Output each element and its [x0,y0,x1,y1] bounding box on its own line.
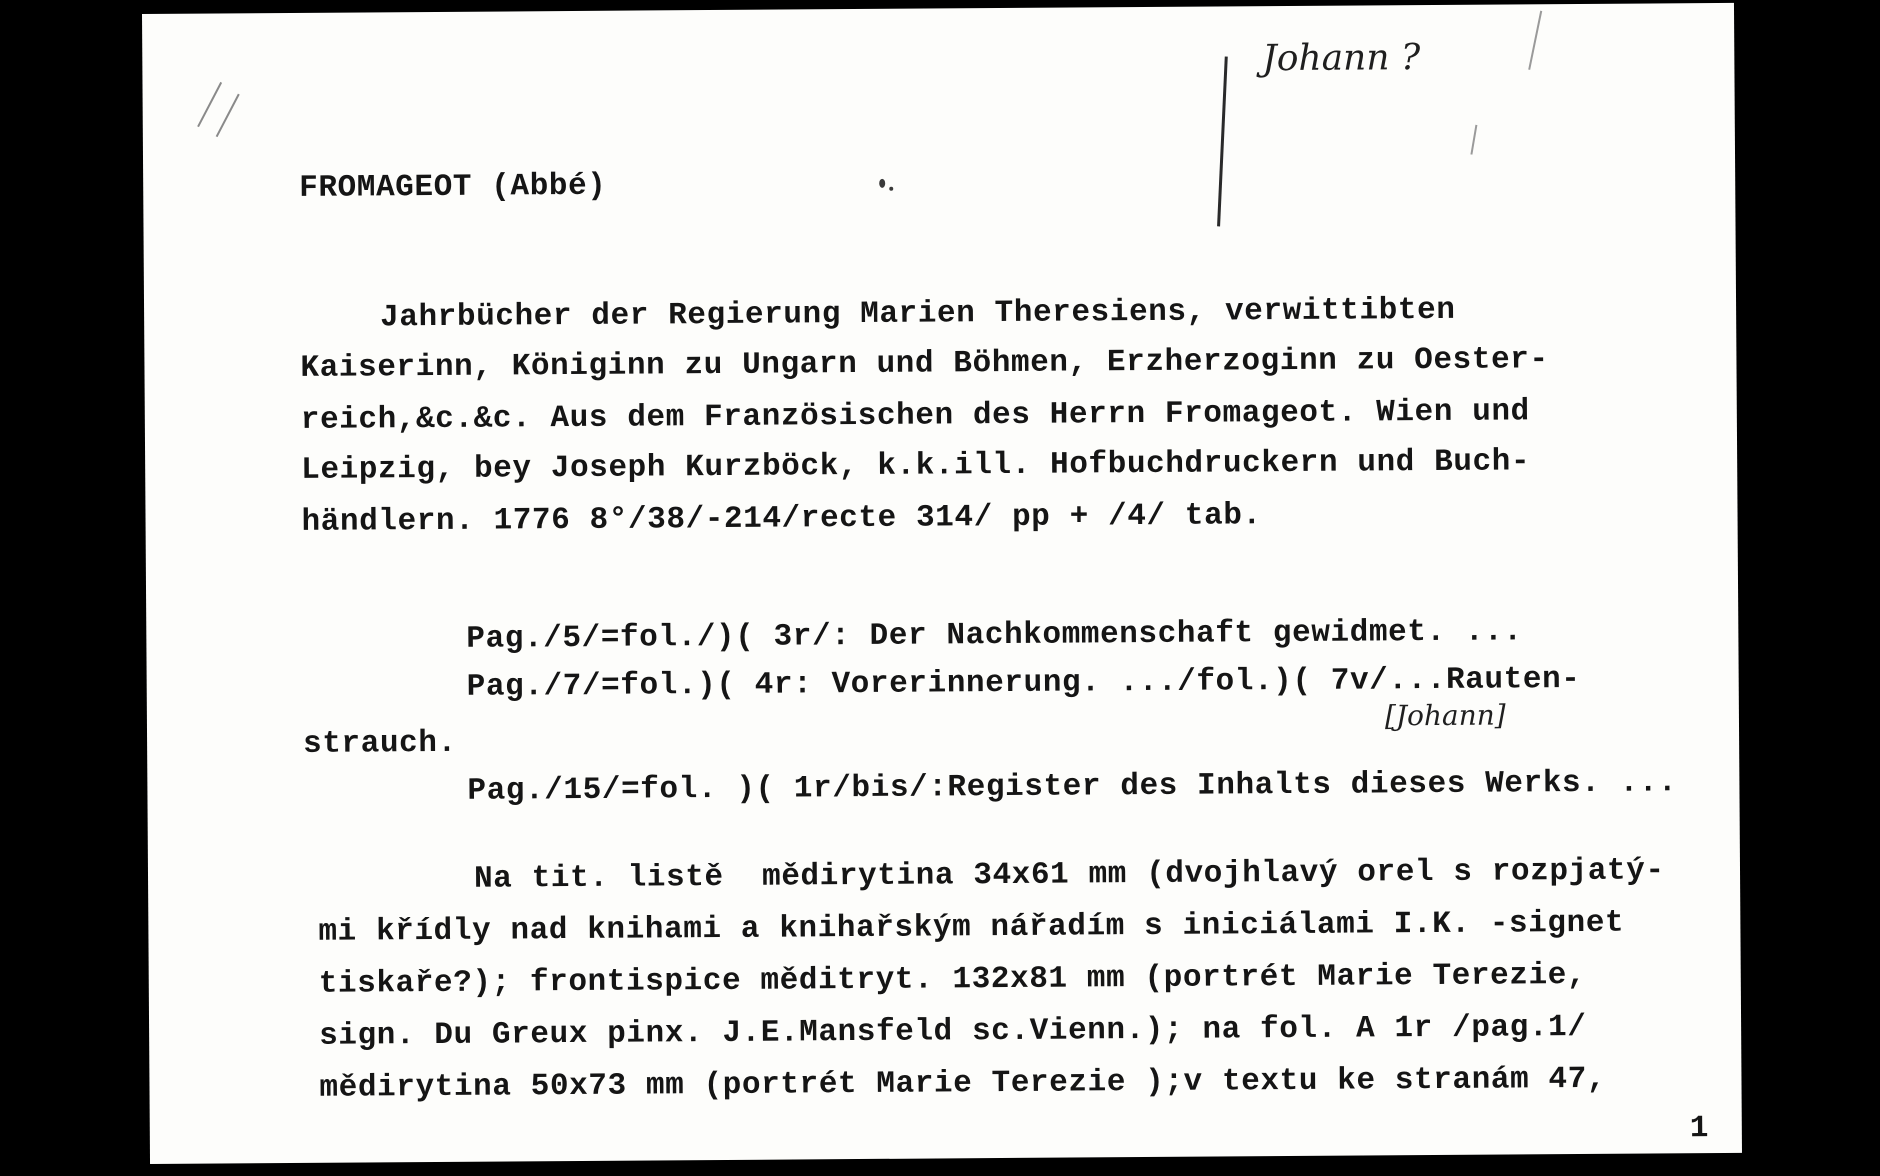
title-line: reich,&c.&c. Aus dem Französischen des Herrn Fromageot. Wien und [300,394,1530,438]
ink-speck [889,187,893,191]
pagination-line: Pag./5/=fol./)( 3r/: Der Nachkommenschaft gewidmet. ... [466,614,1523,657]
pencil-mark [1470,125,1477,155]
pagination-line: Pag./15/=fol. )( 1r/bis/:Register des Inhalts dieses Werks. ... [467,765,1678,809]
card-heading: FROMAGEOT (Abbé) [299,168,607,206]
description-line: Na tit. listě mědirytina 34x61 mm (dvojhlavý orel s rozpjatý- [473,853,1665,897]
handwritten-bracket-line [1217,56,1228,226]
handwritten-annotation: Johann ? [1262,37,1421,80]
ink-speck [879,179,885,188]
pencil-mark [197,82,222,127]
description-line: mi křídly nad knihami a knihařským nářadím s iniciálami I.K. -signet [318,905,1625,950]
description-line: tiskaře?); frontispice měditryt. 132x81 mm (portrét Marie Terezie, [318,957,1587,1002]
pencil-mark [216,94,240,137]
title-line: Jahrbücher der Regierung Marien Theresiens, verwittibten [380,292,1456,336]
title-line: Leipzig, bey Joseph Kurzböck, k.k.ill. Hofbuchdruckern und Buch- [301,444,1531,488]
description-line: mědirytina 50x73 mm (portrét Marie Terezie );v textu ke stranám 47, [319,1061,1607,1106]
pagination-line: Pag./7/=fol.)( 4r: Vorerinnerung. .../fol.)( 7v/...Rauten- [466,661,1581,705]
page-number: 1 [1689,1111,1710,1147]
pagination-line: strauch. [302,725,457,762]
description-line: sign. Du Greux pinx. J.E.Mansfeld sc.Vienn.); na fol. A 1r /pag.1/ [319,1009,1587,1054]
pencil-mark [1528,11,1542,70]
handwritten-annotation: [Johann] [1384,698,1506,733]
title-line: händlern. 1776 8°/38/-214/recte 314/ pp + /4/ tab. [301,498,1262,540]
catalog-card [142,3,1742,1164]
title-line: Kaiserinn, Königinn zu Ungarn und Böhmen, Erzherzoginn zu Oester- [300,342,1549,386]
